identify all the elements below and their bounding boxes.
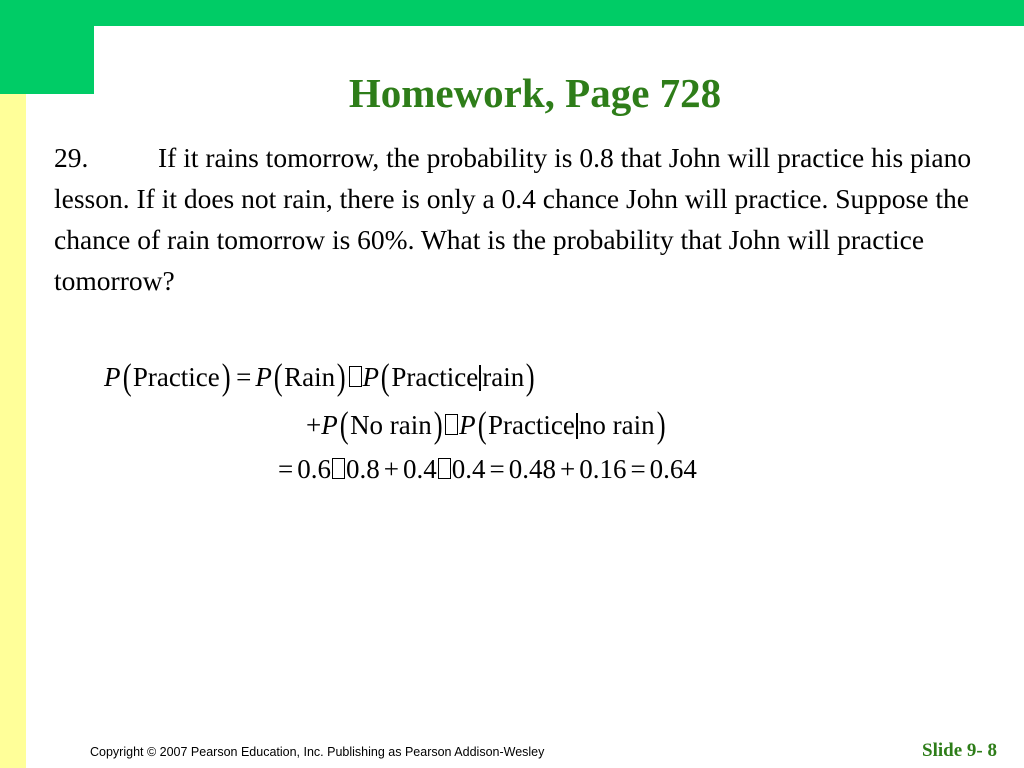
right-paren: ) (336, 357, 346, 398)
right-paren: ) (221, 357, 231, 398)
equals-sign: = (236, 362, 252, 392)
condition-rain: rain (482, 362, 525, 392)
plus-sign: + (559, 454, 576, 484)
multiplication-placeholder-glyph (445, 414, 458, 435)
plus-sign: + (306, 410, 322, 440)
equation-line-1 (104, 357, 537, 398)
value-rain-prob: 0.6 (297, 454, 331, 484)
prob-symbol: P (104, 362, 121, 392)
problem-statement: If it rains tomorrow, the probability is 0.8 that John will practice his piano lesson. If it does not rain, there is only a 0.4 chance John will practice. Suppose the chance of rain tomorrow is 60%. What is the probability that John will practice tomorrow? (54, 142, 972, 296)
given-bar (479, 365, 481, 391)
prob-symbol: P (321, 410, 338, 440)
left-paren: ( (273, 357, 283, 398)
problem-number: 29. (54, 142, 89, 173)
left-paren: ( (122, 357, 132, 398)
slide-number: Slide 9- 8 (922, 740, 997, 761)
value-product-2: 0.16 (579, 454, 627, 484)
right-paren: ) (433, 405, 443, 446)
event-practice: Practice (391, 362, 479, 392)
value-no-rain-prob: 0.4 (402, 454, 437, 484)
equation-line-2 (306, 405, 667, 446)
condition-no-rain: no rain (578, 410, 655, 440)
given-bar (576, 413, 578, 439)
event-no-rain: No rain (350, 410, 432, 440)
prob-symbol: P (362, 362, 379, 392)
value-practice-given-rain: 0.8 (345, 454, 380, 484)
top-accent-bar (0, 0, 1024, 26)
event-practice: Practice (132, 362, 220, 392)
multiplication-placeholder-glyph (438, 458, 451, 479)
right-paren: ) (656, 405, 666, 446)
value-product-1: 0.48 (508, 454, 556, 484)
value-practice-given-no-rain: 0.4 (451, 454, 486, 484)
plus-sign: + (383, 454, 399, 484)
left-accent-bar (0, 94, 26, 768)
equals-sign: = (630, 454, 646, 484)
right-paren: ) (525, 357, 535, 398)
problem-text-block (54, 137, 984, 301)
equals-sign: = (489, 454, 505, 484)
equals-sign: = (278, 454, 294, 484)
final-result: 0.64 (649, 454, 697, 484)
left-paren: ( (339, 405, 349, 446)
multiplication-placeholder-glyph (349, 366, 362, 387)
event-rain: Rain (284, 362, 336, 392)
left-paren: ( (477, 405, 487, 446)
multiplication-placeholder-glyph (332, 458, 345, 479)
copyright-footer: Copyright © 2007 Pearson Education, Inc. Publishing as Pearson Addison-Wesley (90, 745, 545, 759)
event-practice: Practice (487, 410, 575, 440)
prob-symbol: P (459, 410, 476, 440)
prob-symbol: P (255, 362, 272, 392)
left-paren: ( (380, 357, 390, 398)
slide-title: Homework, Page 728 (348, 70, 722, 116)
equation-line-3 (274, 454, 697, 485)
